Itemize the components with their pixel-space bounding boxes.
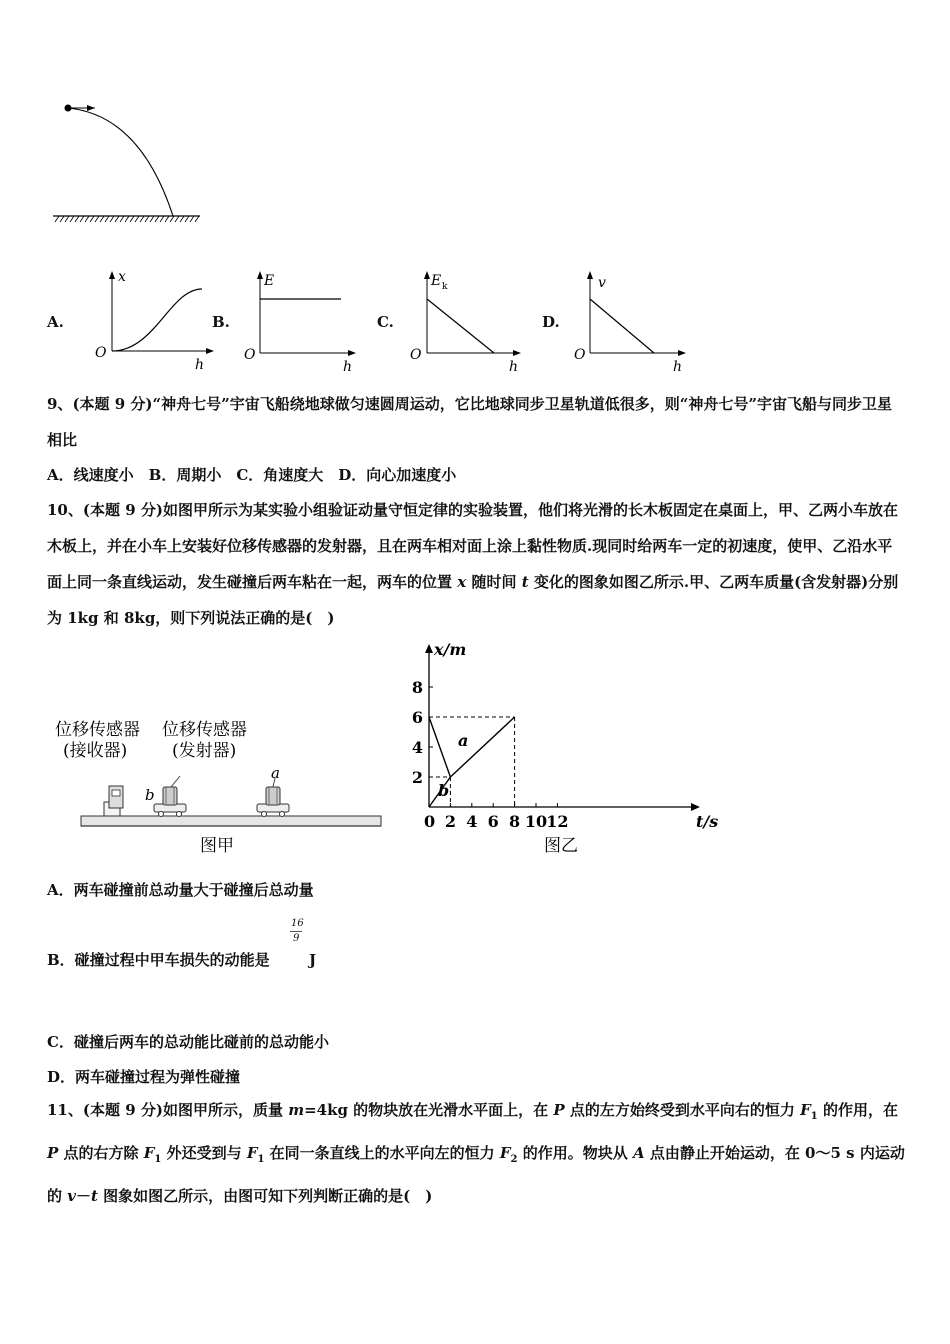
x-axis-label: h [343, 359, 353, 375]
var-v: v [67, 1187, 76, 1205]
cart-b-label: b [145, 786, 155, 804]
trajectory-curve [68, 108, 173, 216]
long-board [81, 816, 381, 826]
q9-text: (本题 9 分)“神舟七号”宇宙飞船绕地球做匀速圆周运动，它比地球同步卫星轨道低很多，则“神舟七号”宇宙飞船与同步卫星相比 [47, 395, 893, 449]
q10-option-a[interactable]: A．两车碰撞前总动量大于碰撞后总动量 [47, 881, 314, 899]
origin-label: O [574, 347, 586, 363]
emitter-label-2: (发射器) [172, 741, 237, 761]
q10-number: 10、 [47, 501, 83, 519]
q10-text-3: 变化的图象如图乙所示.甲、乙两车质量(含发射器)分别为 1kg 和 8kg，则下列说法正确的是( ) [47, 573, 899, 627]
graph-curve [112, 289, 202, 351]
x-tick-label: 2 [444, 812, 456, 831]
q9-options[interactable]: A．线速度小 B．周期小 C．角速度大 D．向心加速度小 [47, 466, 457, 484]
y-axis-subscript: k [442, 282, 448, 292]
receiver-device [104, 786, 123, 816]
projectile-figure [45, 95, 215, 230]
q8-option-a-label[interactable]: A. [47, 313, 64, 331]
chart-x-arrow [691, 803, 700, 811]
q9-number: 9、 [47, 395, 73, 413]
emitter-label-1: 位移传感器 [162, 720, 247, 740]
q11-stem: 11、(本题 9 分)如图甲所示，质量 m=4kg 的物块放在光滑水平面上，在 P 点的左方始终受到水平向右的恒力 $F_1$ 的作用，在 P 点的右方除 $F_1$ 外还受到与 $F_1$ 在同一条直线上的水平向左的恒力 $F_2$ 的作用。物块从 A 点由静止开始运动，在 0～5 s 内运动的 v－t 图象如图乙所示，由图可知下列判断正确的是( ) [47, 1101, 905, 1205]
graph-line [590, 299, 654, 353]
q11-number: 11、 [47, 1101, 83, 1119]
q8-option-b-label[interactable]: B. [212, 313, 230, 331]
x-tick-label: 8 [509, 812, 521, 831]
x-axis-label: h [195, 357, 205, 373]
q8-option-c-label[interactable]: C. [377, 313, 394, 331]
force-f1: F [246, 1144, 258, 1162]
fraction-denominator: 9 [293, 933, 300, 944]
origin-label: O [95, 345, 107, 361]
velocity-arrowhead [87, 105, 95, 111]
y-axis-label: v [598, 275, 606, 291]
point-p: P [553, 1101, 565, 1119]
q10-option-b[interactable] [47, 918, 447, 978]
q8-graph-d [570, 265, 695, 375]
x-axis-label: t/s [696, 812, 719, 831]
x-tick-label: 12 [546, 812, 569, 831]
x-tick-label: 6 [487, 812, 499, 831]
point-a: A [632, 1144, 645, 1162]
x-axis-label: h [673, 359, 683, 375]
x-tick-label: 10 [524, 812, 548, 831]
force-f2: F [499, 1144, 511, 1162]
q10-option-d[interactable]: D．两车碰撞过程为弹性碰撞 [47, 1068, 241, 1086]
q10-var-t: t [521, 573, 529, 591]
force-f1: F [143, 1144, 155, 1162]
y-axis-label: E [431, 273, 442, 289]
fraction-bar [290, 931, 302, 932]
y-tick-label: 2 [411, 768, 423, 787]
q10-text-1: (本题 9 分)如图甲所示为某实验小组验证动量守恒定律的实验装置，他们将光滑的长木板固定在桌面上，甲、乙两小车放在木板上，并在小车上安装好位移传感器的发射器，且在两车相对面上涂上黏性物质.现同时给两车一定的初速度，使甲、乙沿水平面上同一条直线运动，发生碰撞后两车粘在一起，两车的位置 [47, 501, 898, 591]
x-tick-label: 4 [466, 812, 478, 831]
y-axis-label: x [118, 269, 126, 285]
figure-jia-caption: 图甲 [200, 836, 234, 856]
receiver-label-2: (接收器) [63, 741, 128, 761]
line-b-label: b [438, 781, 450, 800]
y-tick-label: 4 [411, 738, 423, 757]
q10-stem [47, 492, 907, 636]
q10-option-b-text: B．碰撞过程中甲车损失的动能是 [47, 951, 270, 969]
graph-line [427, 299, 494, 353]
cart-b [154, 776, 186, 817]
line-a-label: a [458, 731, 469, 750]
figure-jia-apparatus [55, 700, 395, 870]
var-m: m [288, 1101, 305, 1119]
q9-stem [47, 386, 907, 458]
q10-option-b-unit: J [309, 951, 317, 969]
q8-graph-b [240, 265, 365, 375]
var-t: t [90, 1187, 98, 1205]
y-axis-label: E [264, 273, 275, 289]
receiver-label-1: 位移传感器 [55, 720, 140, 740]
q10-option-c[interactable]: C．碰撞后两车的总动能比碰前的总动能小 [47, 1033, 329, 1051]
y-tick-label: 6 [411, 708, 423, 727]
origin-label: O [244, 347, 256, 363]
q8-graph-c [405, 265, 530, 375]
chart-y-arrow [425, 644, 433, 653]
y-axis-label: x/m [434, 640, 467, 659]
ground-hatching [55, 216, 199, 222]
x-axis-label: h [509, 359, 519, 375]
fraction-numerator: 16 [291, 918, 304, 929]
q10-text-2: 随时间 [471, 573, 517, 591]
point-p: P [47, 1144, 59, 1162]
force-f1: F [800, 1101, 811, 1119]
figure-yi-chart [398, 636, 738, 868]
origin-label: O [410, 347, 422, 363]
figure-yi-caption: 图乙 [544, 836, 578, 856]
cart-a [257, 778, 289, 817]
q8-option-d-label[interactable]: D. [542, 313, 560, 331]
q10-var-x: x [457, 573, 467, 591]
y-tick-label: 8 [411, 678, 423, 697]
cart-a-label: a [271, 764, 280, 782]
q8-graph-a [90, 265, 215, 375]
origin-label: 0 [424, 812, 436, 831]
